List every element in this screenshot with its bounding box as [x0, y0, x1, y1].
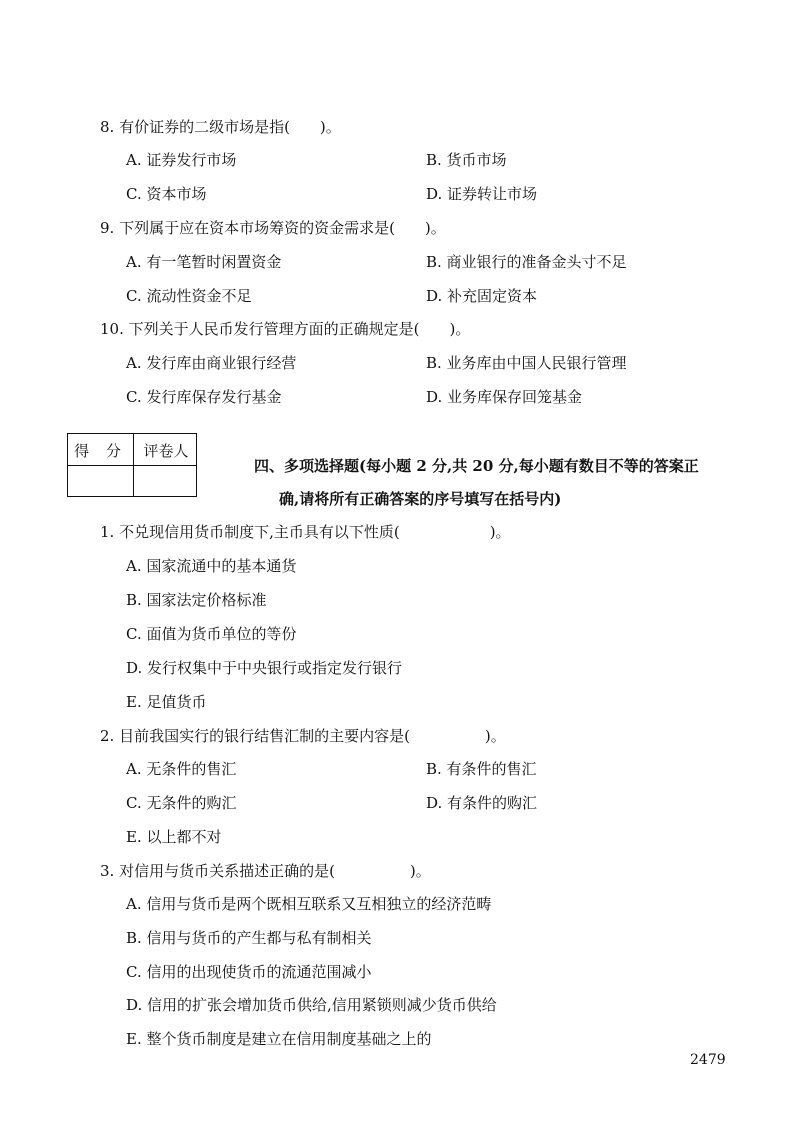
m2-option-c: C. 无条件的购汇 [126, 794, 237, 812]
m2-option-e: E. 以上都不对 [126, 828, 222, 846]
q8-option-a: A. 证券发行市场 [126, 151, 237, 169]
score-box [67, 433, 197, 497]
q8-option-c: C. 资本市场 [126, 185, 207, 203]
q9-option-c: C. 流动性资金不足 [126, 287, 252, 305]
q9-option-b: B. 商业银行的准备金头寸不足 [426, 253, 627, 271]
m1-option-a: A. 国家流通中的基本通货 [126, 557, 297, 575]
m1-option-e: E. 足值货币 [126, 693, 207, 711]
question-9-stem: 9. 下列属于应在资本市场筹资的资金需求是( )。 [100, 219, 446, 237]
page-number: 2479 [690, 1052, 726, 1068]
m2-option-a: A. 无条件的售汇 [126, 760, 237, 778]
grader-label: 评卷人 [143, 442, 189, 460]
q9-option-d: D. 补充固定资本 [426, 287, 538, 305]
m2-option-b: B. 有条件的售汇 [426, 760, 537, 778]
q8-option-d: D. 证券转让市场 [426, 185, 538, 203]
multi-question-3-stem: 3. 对信用与货币关系描述正确的是( )。 [100, 862, 431, 880]
q8-option-b: B. 货币市场 [426, 151, 507, 169]
m1-option-b: B. 国家法定价格标准 [126, 591, 267, 609]
q10-option-d: D. 业务库保存回笼基金 [426, 388, 583, 406]
question-8-stem: 8. 有价证券的二级市场是指( )。 [100, 118, 341, 136]
m1-option-d: D. 发行权集中于中央银行或指定发行银行 [126, 659, 403, 677]
m1-option-c: C. 面值为货币单位的等份 [126, 625, 297, 643]
m3-option-c: C. 信用的出现使货币的流通范围减小 [126, 963, 372, 981]
multi-question-1-stem: 1. 不兑现信用货币制度下,主币具有以下性质( )。 [100, 523, 511, 541]
m3-option-a: A. 信用与货币是两个既相互联系又互相独立的经济范畴 [126, 895, 492, 913]
q10-option-a: A. 发行库由商业银行经营 [126, 354, 297, 372]
q9-option-a: A. 有一笔暂时闲置资金 [126, 253, 282, 271]
m3-option-e: E. 整个货币制度是建立在信用制度基础之上的 [126, 1030, 432, 1048]
m3-option-b: B. 信用与货币的产生都与私有制相关 [126, 929, 372, 947]
multi-question-2-stem: 2. 目前我国实行的银行结售汇制的主要内容是( )。 [100, 727, 506, 745]
section-4-title: 四、多项选择题(每小题 2 分,共 20 分,每小题有数目不等的答案正 [254, 457, 699, 475]
score-label: 得 分 [74, 442, 127, 460]
q10-option-b: B. 业务库由中国人民银行管理 [426, 354, 627, 372]
m3-option-d: D. 信用的扩张会增加货币供给,信用紧锁则减少货币供给 [126, 996, 497, 1014]
m2-option-d: D. 有条件的购汇 [426, 794, 538, 812]
question-10-stem: 10. 下列关于人民币发行管理方面的正确规定是( )。 [100, 320, 471, 338]
section-4-subtitle: 确,请将所有正确答案的序号填写在括号内) [279, 490, 562, 508]
score-box-divider [68, 465, 196, 466]
q10-option-c: C. 发行库保存发行基金 [126, 388, 282, 406]
